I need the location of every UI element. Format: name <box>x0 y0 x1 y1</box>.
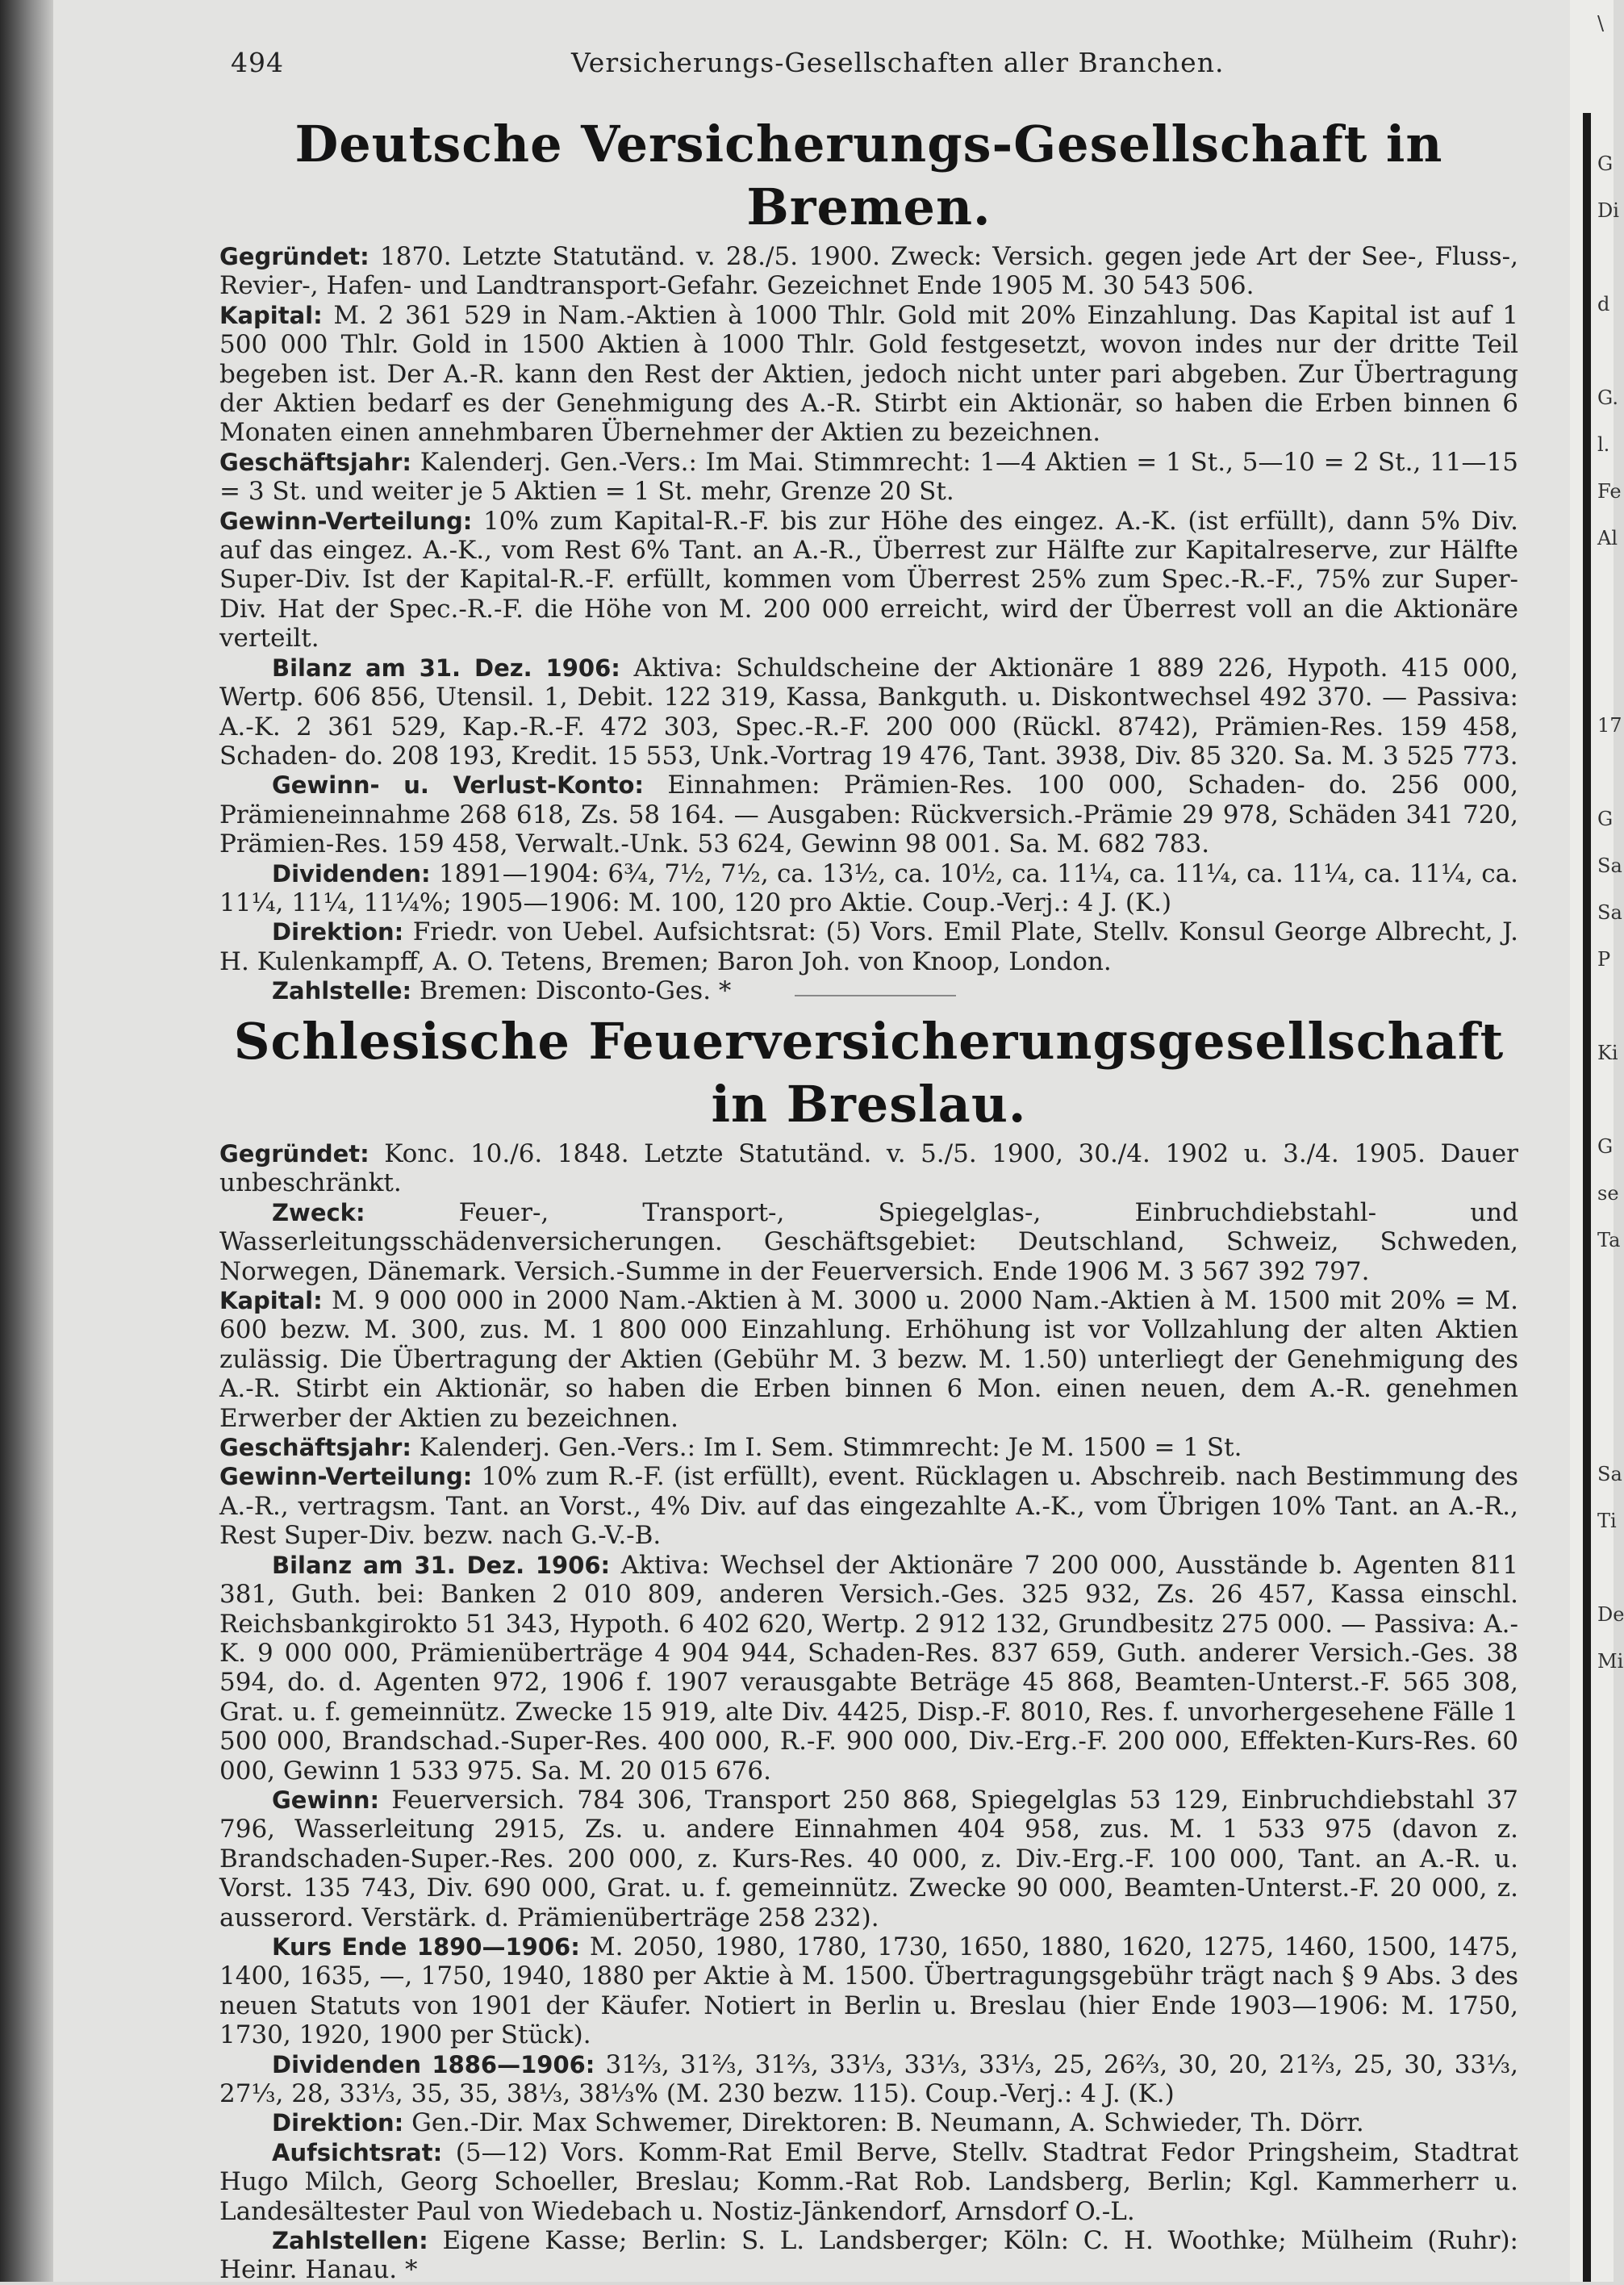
entry-paragraph <box>219 2138 1518 2226</box>
company-entry-breslau <box>219 1010 1518 2285</box>
company-entry-bremen <box>219 113 1518 1006</box>
entry-paragraph <box>219 1786 1518 1932</box>
field-label: Dividenden: <box>272 859 431 888</box>
field-label: Kapital: <box>219 1287 323 1315</box>
page-number: 494 <box>231 47 284 78</box>
field-label: Zweck: <box>272 1198 365 1226</box>
entry-paragraph <box>219 1139 1518 1198</box>
field-label: Gegründet: <box>219 1140 369 1168</box>
field-text: Feuer-, Transport-, Spiegelglas-, Einbruchdiebstahl- und Wasserleitungsschädenversicherungen. Geschäftsgebiet: Deutschland, Schweiz, Schweden, Norwegen, Dänemark. Versich.-Summe in der Feuerversich. Ende 1906 M. 3 567 392 797. <box>219 1197 1518 1286</box>
field-text: (5—12) Vors. Komm-Rat Emil Berve, Stellv. Stadtrat Fedor Pringsheim, Stadtrat Hugo Milch, Georg Schoeller, Breslau; Komm.-Rat Rob. Landsberg, Berlin; Kgl. Kammerherr u. Landesältester Paul von Wiedebach u. Nostiz-Jänkendorf, Arnsdorf O.-L. <box>219 2137 1518 2226</box>
field-text: Eigene Kasse; Berlin: S. L. Landsberger; Köln: C. H. Woothke; Mülheim (Ruhr): Heinr. Hanau. * <box>219 2226 1518 2285</box>
entry-divider <box>795 995 956 996</box>
entry-paragraph <box>219 2108 1518 2137</box>
field-text: Einnahmen: Prämien-Res. 100 000, Schaden- do. 256 000, Prämieneinnahme 268 618, Zs. 58 164. — Ausgaben: Rückversich.-Prämie 29 978, Schäden 341 720, Prämien-Res. 159 458, Verwalt.-Unk. 53 624, Gewinn 98 001. Sa. M. 682 783. <box>219 771 1518 859</box>
entry-paragraph <box>219 771 1518 858</box>
entry-paragraph <box>219 301 1518 448</box>
field-text: Gen.-Dir. Max Schwemer, Direktoren: B. Neumann, A. Schwieder, Th. Dörr. <box>403 2108 1364 2138</box>
gutter-shadow-line <box>1583 113 1591 2282</box>
entry-paragraph <box>219 242 1518 301</box>
field-label: Zahlstellen: <box>272 2227 428 2255</box>
entry-paragraph <box>219 1462 1518 1550</box>
entry-title: Schlesische Feuerversicherungsgesellschaft in Breslau. <box>233 1012 1505 1134</box>
running-header <box>176 47 1515 82</box>
field-label: Gewinn-Verteilung: <box>219 507 473 535</box>
entry-paragraph <box>219 2050 1518 2109</box>
field-text: M. 2 361 529 in Nam.-Aktien à 1000 Thlr. Gold mit 20% Einzahlung. Das Kapital ist auf 1 500 000 Thlr. Gold in 1500 Aktien à 1000 Thlr. Gold festgesetzt, wovon indes nur der dritte Teil begeben ist. Der A.-R. kann den Rest der Aktien, jedoch nicht unter pari abgeben. Zur Übertragung der Aktien bedarf es der Genehmigung des A.-R. Stirbt ein Aktionär, so haben die Erben binnen 6 Monaten einen annehmbaren Übernehmer der Aktien zu bezeichnen. <box>219 300 1518 448</box>
entry-paragraph <box>219 976 1518 1005</box>
field-text: M. 2050, 1980, 1780, 1730, 1650, 1880, 1620, 1275, 1460, 1500, 1475, 1400, 1635, —, 1750, 1940, 1880 per Aktie à M. 1500. Übertragungsgebühr trägt nach § 9 Abs. 3 des neuen Statuts von 1901 der Käufer. Notiert in Berlin u. Breslau (hier Ende 1903—1906: M. 1750, 1730, 1920, 1900 per Stück). <box>219 1932 1518 2050</box>
entry-paragraph <box>219 654 1518 771</box>
entry-paragraph <box>219 1433 1518 1462</box>
field-text: 31⅔, 31⅔, 31⅔, 33⅓, 33⅓, 33⅓, 25, 26⅔, 30, 20, 21⅔, 25, 30, 33⅓, 27⅓, 28, 33⅓, 35, 35, 38⅓, 38⅓% (M. 230 bezw. 115). Coup.-Verj.: 4 J. (K.) <box>219 2049 1519 2108</box>
field-text: 10% zum R.-F. (ist erfüllt), event. Rücklagen u. Abschreib. nach Bestimmung des A.-R., vertragsm. Tant. an Vorst., 4% Div. auf das eingezahlte A.-K., vom Übrigen 10% Tant. an A.-R., Rest Super-Div. bezw. nach G.-V.-B. <box>219 1462 1518 1551</box>
field-text: 10% zum Kapital-R.-F. bis zur Höhe des eingez. A.-K. (ist erfüllt), dann 5% Div. auf das eingez. A.-K., vom Rest 6% Tant. an A.-R., Überrest zur Hälfte zur Kapitalreserve, zur Hälfte Super-Div. Ist der Kapital-R.-F. erfüllt, kommen vom Überrest 25% zum Spec.-R.-F., 75% zur Super-Div. Hat der Spec.-R.-F. die Höhe von M. 200 000 erreicht, wird der Überrest voll an die Aktionäre verteilt. <box>219 506 1518 654</box>
field-label: Kurs Ende 1890—1906: <box>272 1932 580 1961</box>
field-label: Gewinn: <box>272 1786 380 1814</box>
field-label: Geschäftsjahr: <box>219 1434 411 1462</box>
field-text: Feuerversich. 784 306, Transport 250 868, Spiegelglas 53 129, Einbruchdiebstahl 37 796, Wasserleitung 2915, Zs. u. andere Einnahmen 404 958, zus. M. 1 533 975 (davon z. Brandschaden-Super.-Res. 200 000, z. Kurs-Res. 40 000, z. Div.-Erg.-F. 100 000, Tant. an A.-R. u. Vorst. 135 743, Div. 690 000, Grat. u. f. gemeinnütz. Zwecke 90 000, Beamten-Unterst.-F. 20 000, z. ausserord. Verstärk. d. Prämienüberträge 258 232). <box>219 1785 1518 1932</box>
entry-paragraph <box>219 1198 1518 1286</box>
field-text: Kalenderj. Gen.-Vers.: Im Mai. Stimmrecht: 1—4 Aktien = 1 St., 5—10 = 2 St., 11—15 = 3 St. und weiter je 5 Aktien = 1 St. mehr, Grenze 20 St. <box>219 447 1518 507</box>
field-label: Gewinn- u. Verlust-Konto: <box>272 771 644 800</box>
field-label: Zahlstelle: <box>272 977 412 1005</box>
field-label: Direktion: <box>272 918 404 946</box>
field-label: Gegründet: <box>219 243 369 270</box>
entry-paragraph <box>219 1286 1518 1433</box>
running-title: Versicherungs-Gesellschaften aller Branchen. <box>571 47 1225 78</box>
field-label: Dividenden 1886—1906: <box>272 2050 595 2078</box>
entry-title: Deutsche Versicherungs-Gesellschaft in Bremen. <box>294 115 1443 236</box>
field-text: M. 9 000 000 in 2000 Nam.-Aktien à M. 3000 u. 2000 Nam.-Aktien à M. 1500 mit 20% = M. 600 bezw. M. 300, zus. M. 1 800 000 Einzahlung. Erhöhung ist vor Vollzahlung der alten Aktien zulässig. Die Übertragung der Aktien (Gebühr M. 3 bezw. M. 1.50) unterliegt der Genehmigung des A.-R. Stirbt ein Aktionär, so haben die Erben binnen 6 Mon. einen neuen, dem A.-R. genehmen Erwerber der Aktien zu bezeichnen. <box>219 1286 1518 1433</box>
field-label: Bilanz am 31. Dez. 1906: <box>272 1551 611 1579</box>
field-text: Friedr. von Uebel. Aufsichtsrat: (5) Vors. Emil Plate, Stellv. Konsul George Albrecht, J. H. Kulenkampff, A. O. Tetens, Bremen; Baron Joh. von Knoop, London. <box>219 917 1518 976</box>
field-text: Bremen: Disconto-Ges. * <box>411 976 732 1006</box>
field-text: Aktiva: Schuldscheine der Aktionäre 1 889 226, Hypoth. 415 000, Wertp. 606 856, Utensil. 1, Debit. 122 319, Kassa, Bankguth. u. Diskontwechsel 492 370. — Passiva: A.-K. 2 361 529, Kap.-R.-F. 472 303, Spec.-R.-F. 200 000 (Rückl. 8742), Prämien-Res. 159 458, Schaden- do. 208 193, Kredit. 15 553, Unk.-Vortrag 19 476, Tant. 3938, Div. 85 320. Sa. M. 3 525 773. <box>219 653 1518 771</box>
field-text: Konc. 10./6. 1848. Letzte Statutänd. v. 5./5. 1900, 30./4. 1902 u. 3./4. 1905. Dauer unbeschränkt. <box>219 1139 1518 1198</box>
facing-page-text-fragments: \ G Di d G. l. Fe Al 17 G Sa Sa P Ki G se Ta Sa Ti De Mi <box>1597 12 1624 1673</box>
field-label: Direktion: <box>272 2109 404 2137</box>
entry-paragraph <box>219 1932 1518 2050</box>
entry-paragraph <box>219 859 1518 918</box>
entry-paragraph <box>219 2226 1518 2285</box>
field-text: Aktiva: Wechsel der Aktionäre 7 200 000, Ausstände b. Agenten 811 381, Guth. bei: Banken 2 010 809, anderen Versich.-Ges. 325 932, Zs. 26 457, Kassa einschl. Reichsbankgirokto 51 343, Hypoth. 6 402 620, Wertp. 2 912 132, Grundbesitz 275 000. — Passiva: A.-K. 9 000 000, Prämienüberträge 4 904 944, Schaden-Res. 837 659, Guth. anderer Versich.-Ges. 38 594, do. d. Agenten 972, 1906 f. 1907 verausgabte Beträge 45 868, Beamten-Unterst.-F. 565 308, Grat. u. f. gemeinnütz. Zwecke 15 919, alte Div. 4425, Disp.-F. 8010, Res. f. unvorhergesehene Fälle 1 500 000, Brandschad.-Super-Res. 400 000, R.-F. 900 000, Div.-Erg.-F. 200 000, Effekten-Kurs-Res. 60 000, Gewinn 1 533 975. Sa. M. 20 015 676. <box>219 1550 1518 1786</box>
entry-paragraph <box>219 448 1518 507</box>
field-label: Geschäftsjahr: <box>219 448 411 476</box>
entry-paragraph <box>219 1551 1518 1786</box>
field-text: 1870. Letzte Statutänd. v. 28./5. 1900. Zweck: Versich. gegen jede Art der See-, Fluss-, Revier-, Hafen- und Landtransport-Gefahr. Gezeichnet Ende 1905 M. 30 543 506. <box>219 242 1518 301</box>
field-label: Kapital: <box>219 301 323 329</box>
entry-paragraph <box>219 917 1518 976</box>
field-label: Aufsichtsrat: <box>272 2138 443 2166</box>
field-text: Kalenderj. Gen.-Vers.: Im I. Sem. Stimmrecht: Je M. 1500 = 1 St. <box>411 1433 1242 1463</box>
field-label: Gewinn-Verteilung: <box>219 1463 473 1491</box>
entry-paragraph <box>219 507 1518 654</box>
book-binding-edge <box>0 0 53 2282</box>
field-text: 1891—1904: 6¾, 7½, 7½, ca. 13½, ca. 10½, ca. 11¼, ca. 11¼, ca. 11¼, ca. 11¼, ca. 11¼, 11¼, 11¼%; 1905—1906: M. 100, 120 pro Aktie. Coup.-Verj.: 4 J. (K.) <box>219 858 1518 917</box>
field-label: Bilanz am 31. Dez. 1906: <box>272 654 620 682</box>
